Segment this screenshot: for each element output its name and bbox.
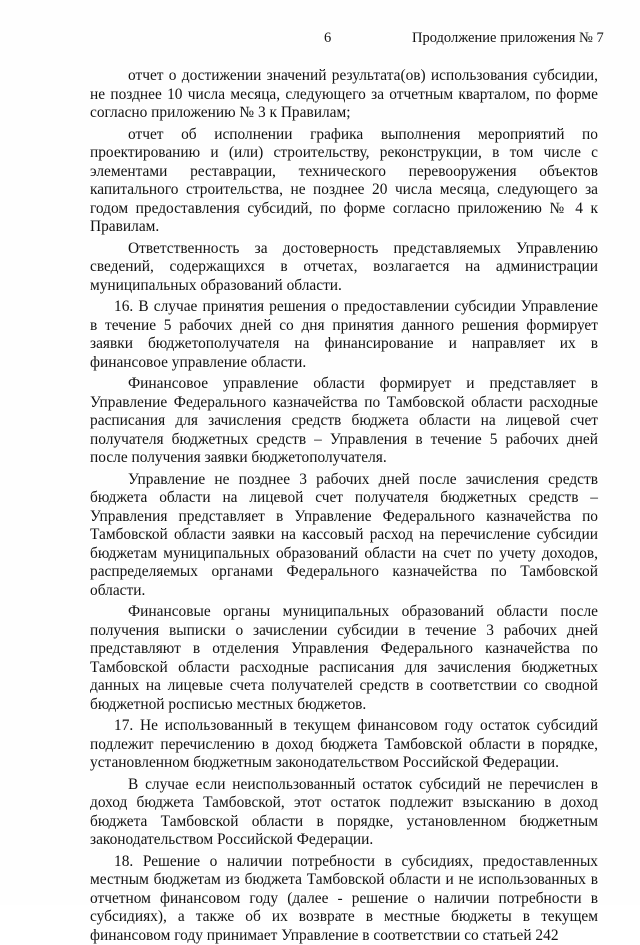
paragraph-18: 18. Решение о наличии потребности в субсидиях, предоставленных местным бюджетам из бюджета Тамбовской области и не использованных в отчетном финансовом году (далее - решение о наличии потребности в субсидиях), а также об их возврате в местные бюджеты в текущем финансовом году принимает Управление в соответствии со статьей 242: [90, 853, 598, 945]
page-header: [0, 30, 640, 50]
appendix-continuation-title: Продолжение приложения № 7: [412, 30, 604, 47]
paragraph-report-results: отчет о достижении значений результата(ов) использования субсидии, не позднее 10 числа месяца, следующего за отчетным кварталом, по форме согласно приложению № 3 к Правилам;: [90, 67, 598, 123]
paragraph-management-transfer: Управление не позднее 3 рабочих дней после зачисления средств бюджета области на лицевой счет получателя бюджетных средств – Управления представляет в Управление Федерального казначейства по Тамбовской области заявки на кассовый расход на перечисление субсидии бюджетам муниципальных образований области на счет по учету доходов, распределяемых органами Федерального казначейства по Тамбовской области.: [90, 471, 598, 601]
document-body: [90, 67, 598, 945]
paragraph-17: 17. Не использованный в текущем финансовом году остаток субсидий подлежит перечислению в доход бюджета Тамбовской области в порядке, установленном бюджетным законодательством Российской Федерации.: [90, 717, 598, 773]
paragraph-finance-department: Финансовое управление области формирует и представляет в Управление Федерального казначейства по Тамбовской области расходные расписания для зачисления средств бюджета области на лицевой счет получателя бюджетных средств – Управления в течение 5 рабочих дней после получения заявки бюджетополучателя.: [90, 375, 598, 468]
page-number: 6: [324, 30, 331, 47]
paragraph-report-schedule: отчет об исполнении графика выполнения мероприятий по проектированию и (или) строительству, реконструкции, в том числе с элементами реставрации, технического перевооружения объектов капитального строительства, не позднее 20 числа месяца, следующего за годом предоставления субсидий, по форме согласно приложению № 4 к Правилам.: [90, 126, 598, 237]
paragraph-unused-balance: В случае если неиспользованный остаток субсидий не перечислен в доход бюджета Тамбовской, этот остаток подлежит взысканию в доход бюджета Тамбовской области в порядке, установленном бюджетным законодательством Российской Федерации.: [90, 776, 598, 850]
paragraph-responsibility: Ответственность за достоверность представляемых Управлению сведений, содержащихся в отчетах, возлагается на администрации муниципальных образований области.: [90, 240, 598, 296]
paragraph-municipal-finance: Финансовые органы муниципальных образований области после получения выписки о зачислении субсидии в течение 3 рабочих дней представляют в отделения Управления Федерального казначейства по Тамбовской области расходные расписания для зачисления бюджетных данных на лицевые счета получателей средств в соответствии со сводной бюджетной росписью местных бюджетов.: [90, 603, 598, 714]
paragraph-16: 16. В случае принятия решения о предоставлении субсидии Управление в течение 5 рабочих дней со дня принятия данного решения формирует заявки бюджетополучателя на финансирование и направляет их в финансовое управление области.: [90, 298, 598, 372]
